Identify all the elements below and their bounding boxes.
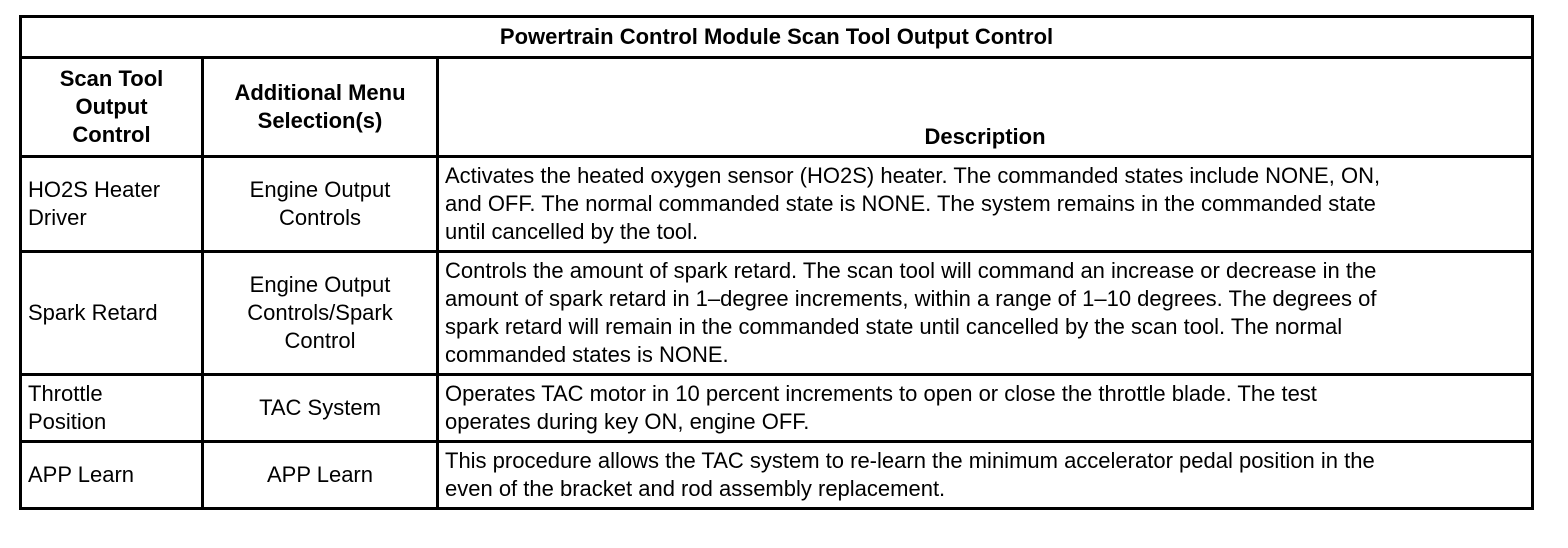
header-output-control: Scan Tool Output Control [21,58,203,157]
cell-menu-selection: Engine Output Controls [203,157,438,252]
cell-menu-selection: APP Learn [203,442,438,509]
table-row [21,252,1533,375]
output-control-table [19,15,1534,510]
cell-description: Operates TAC motor in 10 percent increments to open or close the throttle blade. The test operates during key ON, engine OFF. [438,375,1533,442]
table-row [21,157,1533,252]
header-description: Description [438,58,1533,157]
cell-description: Activates the heated oxygen sensor (HO2S) heater. The commanded states include NONE, ON, and OFF. The normal commanded state is NONE. The system remains in the commanded state until cancelled by the tool. [438,157,1533,252]
table-row [21,375,1533,442]
cell-description: This procedure allows the TAC system to re-learn the minimum accelerator pedal position in the even of the bracket and rod assembly replacement. [438,442,1533,509]
table-header-row [21,58,1533,157]
cell-menu-selection: TAC System [203,375,438,442]
cell-menu-selection: Engine Output Controls/Spark Control [203,252,438,375]
cell-output-control: APP Learn [21,442,203,509]
table-title: Powertrain Control Module Scan Tool Output Control [21,17,1533,58]
table-row [21,442,1533,509]
cell-output-control: HO2S Heater Driver [21,157,203,252]
cell-output-control: Throttle Position [21,375,203,442]
cell-description: Controls the amount of spark retard. The scan tool will command an increase or decrease in the amount of spark retard in 1–degree increments, within a range of 1–10 degrees. The degrees of spark retard will remain in the commanded state until cancelled by the scan tool. The normal commanded states is NONE. [438,252,1533,375]
header-menu-selection: Additional Menu Selection(s) [203,58,438,157]
cell-output-control: Spark Retard [21,252,203,375]
table-title-row [21,17,1533,58]
